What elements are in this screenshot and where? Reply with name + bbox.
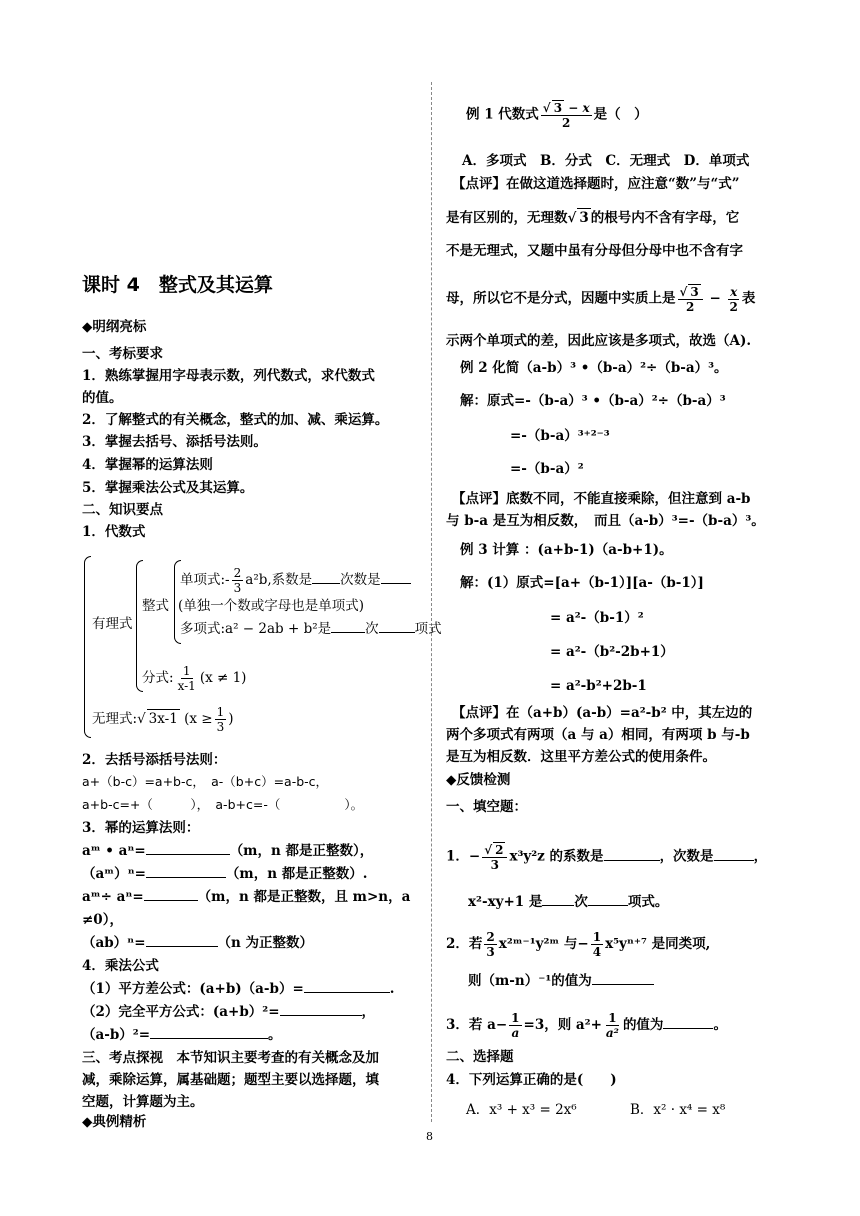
question-2: 2．若 $\frac{2}{3}$ x²ᵐ⁻¹y²ᵐ 与− $\frac{1}{4}$ x⁵yⁿ⁺⁷ 是同类项, [446,930,711,959]
section-requirements: 一、考标要求 [82,346,163,362]
example-2-step-1: 解：原式=-（b-a）³ •（b-a）²÷（b-a）³ [460,393,726,409]
comment-3-line-3: 是互为相反数．这里平方差公式的使用条件。 [446,749,716,765]
point-3-line-2: （aᵐ）ⁿ= （m，n 都是正整数）. [82,866,368,882]
tree-polynomial: 多项式:a² − 2ab + b²是 次 项式 [180,621,442,637]
point-3-line-5: （ab）ⁿ= （n 为正整数） [82,935,314,951]
brace-outer [84,556,91,738]
column-divider [431,82,432,1122]
point-3: 3．幂的运算法则： [82,820,200,836]
comment-3-line-2: 两个多项式有两项（a 与 a）相同，有两项 b 与-b [446,727,750,743]
comment-1-line-5: 示两个单项式的差，因此应该是多项式，故选（A). [446,333,752,349]
question-4-option-a: A．x³ + x³ = 2x⁶ [466,1102,577,1118]
example-2-step-2: =-（b-a）³⁺²⁻³ [510,428,610,444]
question-1-line-2: x²-xy+1 是 次 项式。 [468,894,669,910]
example-1: 例 1 代数式 $\frac{√ 3 - x}{2}$ 是（ ） [466,101,648,130]
comment-2-line-2: 与 b-a 是互为相反数， 而且（a-b）³=-（b-a）³。 [446,513,765,529]
tree-monomial: 单项式:- $\frac{2}{3}$ a²b,系数是 次数是 [180,566,411,595]
point-2-line-1: a+（b-c）=a+b-c， a-（b+c）=a-b-c， [82,774,329,789]
example-3-step-2: = a²-（b-1）² [550,610,644,626]
tree-irrational: 无理式:√ 3x-1 (x ≥ $\frac{1}{3}$ ) [92,705,234,734]
tree-rational: 有理式 [92,616,133,632]
comment-1-line-1: 【点评】在做这道选择题时，应注意“数”与“式” [452,176,740,192]
example-2-step-3: =-（b-a）² [510,461,584,477]
question-4-option-b: B．x² · x⁴ = x⁸ [630,1102,726,1118]
requirement-3: 3．掌握去括号、添括号法则。 [82,434,267,450]
point-3-line-3: aᵐ÷ aⁿ= （m，n 都是正整数，且 m>n，a [82,889,411,905]
tree-fraction: 分式: $\frac{1}{x-1}$ (x ≠ 1) [142,664,247,693]
question-4: 4．下列运算正确的是( ) [446,1072,617,1088]
example-3-step-1: 解：(1）原式=[a+（b-1）][a-（b-1）] [460,575,704,591]
point-4-line-1: （1）平方差公式：(a+b)（a-b）= . [82,981,395,997]
section-examples: ◆典例精析 [82,1114,147,1130]
example-1-options: A．多项式 B．分式 C．无理式 D．单项式 [462,153,750,169]
section-choice: 二、选择题 [446,1049,514,1065]
comment-2-line-1: 【点评】底数不同，不能直接乘除，但注意到 a-b [452,491,751,507]
point-2-line-2: a+b-c=+（ ）， a-b+c=-（ ）。 [82,797,364,812]
requirement-2: 2．了解整式的有关概念，整式的加、减、乘运算。 [82,412,389,428]
section-outline: ◆明纲亮标 [82,319,147,335]
requirement-1-cont: 的值。 [82,390,123,406]
comment-1-line-4: 母，所以它不是分式，因题中实质上是 $\frac{√ 3}{2}$ − $\frac{x}{2}$ 表 [446,284,756,314]
comment-3-line-1: 【点评】在（a+b）(a-b）=a²-b² 中，其左边的 [452,705,753,721]
section-3-line-3: 空题，计算题为主。 [82,1094,204,1110]
point-4-line-2: （2）完全平方公式：(a+b）²= ， [82,1004,376,1020]
section-points: 二、知识要点 [82,502,163,518]
tree-integral: 整式 [142,598,169,614]
point-3-line-1: aᵐ • aⁿ= （m，n 都是正整数）， [82,843,374,859]
section-feedback: ◆反馈检测 [446,772,511,788]
point-3-line-4: ≠0）， [82,912,123,928]
point-4-line-3: （a-b）²= 。 [82,1027,282,1043]
tree-single-note: (单独一个数或字母也是单项式) [178,598,365,614]
requirement-5: 5．掌握乘法公式及其运算。 [82,480,254,496]
question-2-line-2: 则（m-n）⁻¹的值为 [468,972,654,990]
point-2: 2．去括号添括号法则： [82,752,227,768]
lesson-title: 课时 4 整式及其运算 [82,274,273,296]
example-2: 例 2 化简（a-b）³ •（b-a）²÷（b-a）³。 [460,360,728,376]
example-3-step-4: = a²-b²+2b-1 [550,678,647,694]
comment-1-line-3: 不是无理式，又题中虽有分母但分母中也不含有字 [446,243,743,259]
page-number: 8 [426,1130,433,1143]
comment-1-line-2: 是有区别的，无理数√ 3 的根号内不含有字母，它 [446,210,740,226]
requirement-4: 4．掌握幂的运算法则 [82,457,213,473]
question-1: 1．− $\frac{√ 2}{3}$ x³y²z 的系数是 ，次数是 ， [446,843,768,872]
section-3-line-2: 减，乘除运算，属基础题；题型主要以选择题，填 [82,1072,379,1088]
section-3-line-1: 三、考点探视 本节知识主要考查的有关概念及加 [82,1050,379,1066]
section-fill-blank: 一、填空题： [446,799,527,815]
question-3: 3．若 a− $\frac{1}{a}$ =3，则 a²+ $\frac{1}{\text{a²}}$ 的值为 。 [446,1011,727,1040]
requirement-1: 1．熟练掌握用字母表示数，列代数式，求代数式 [82,368,375,384]
example-3-step-3: = a²-（b²-2b+1） [550,644,674,660]
point-4: 4．乘法公式 [82,958,159,974]
point-1: 1．代数式 [82,524,146,540]
example-3: 例 3 计算 ：(a+b-1)（a-b+1)。 [460,542,673,558]
